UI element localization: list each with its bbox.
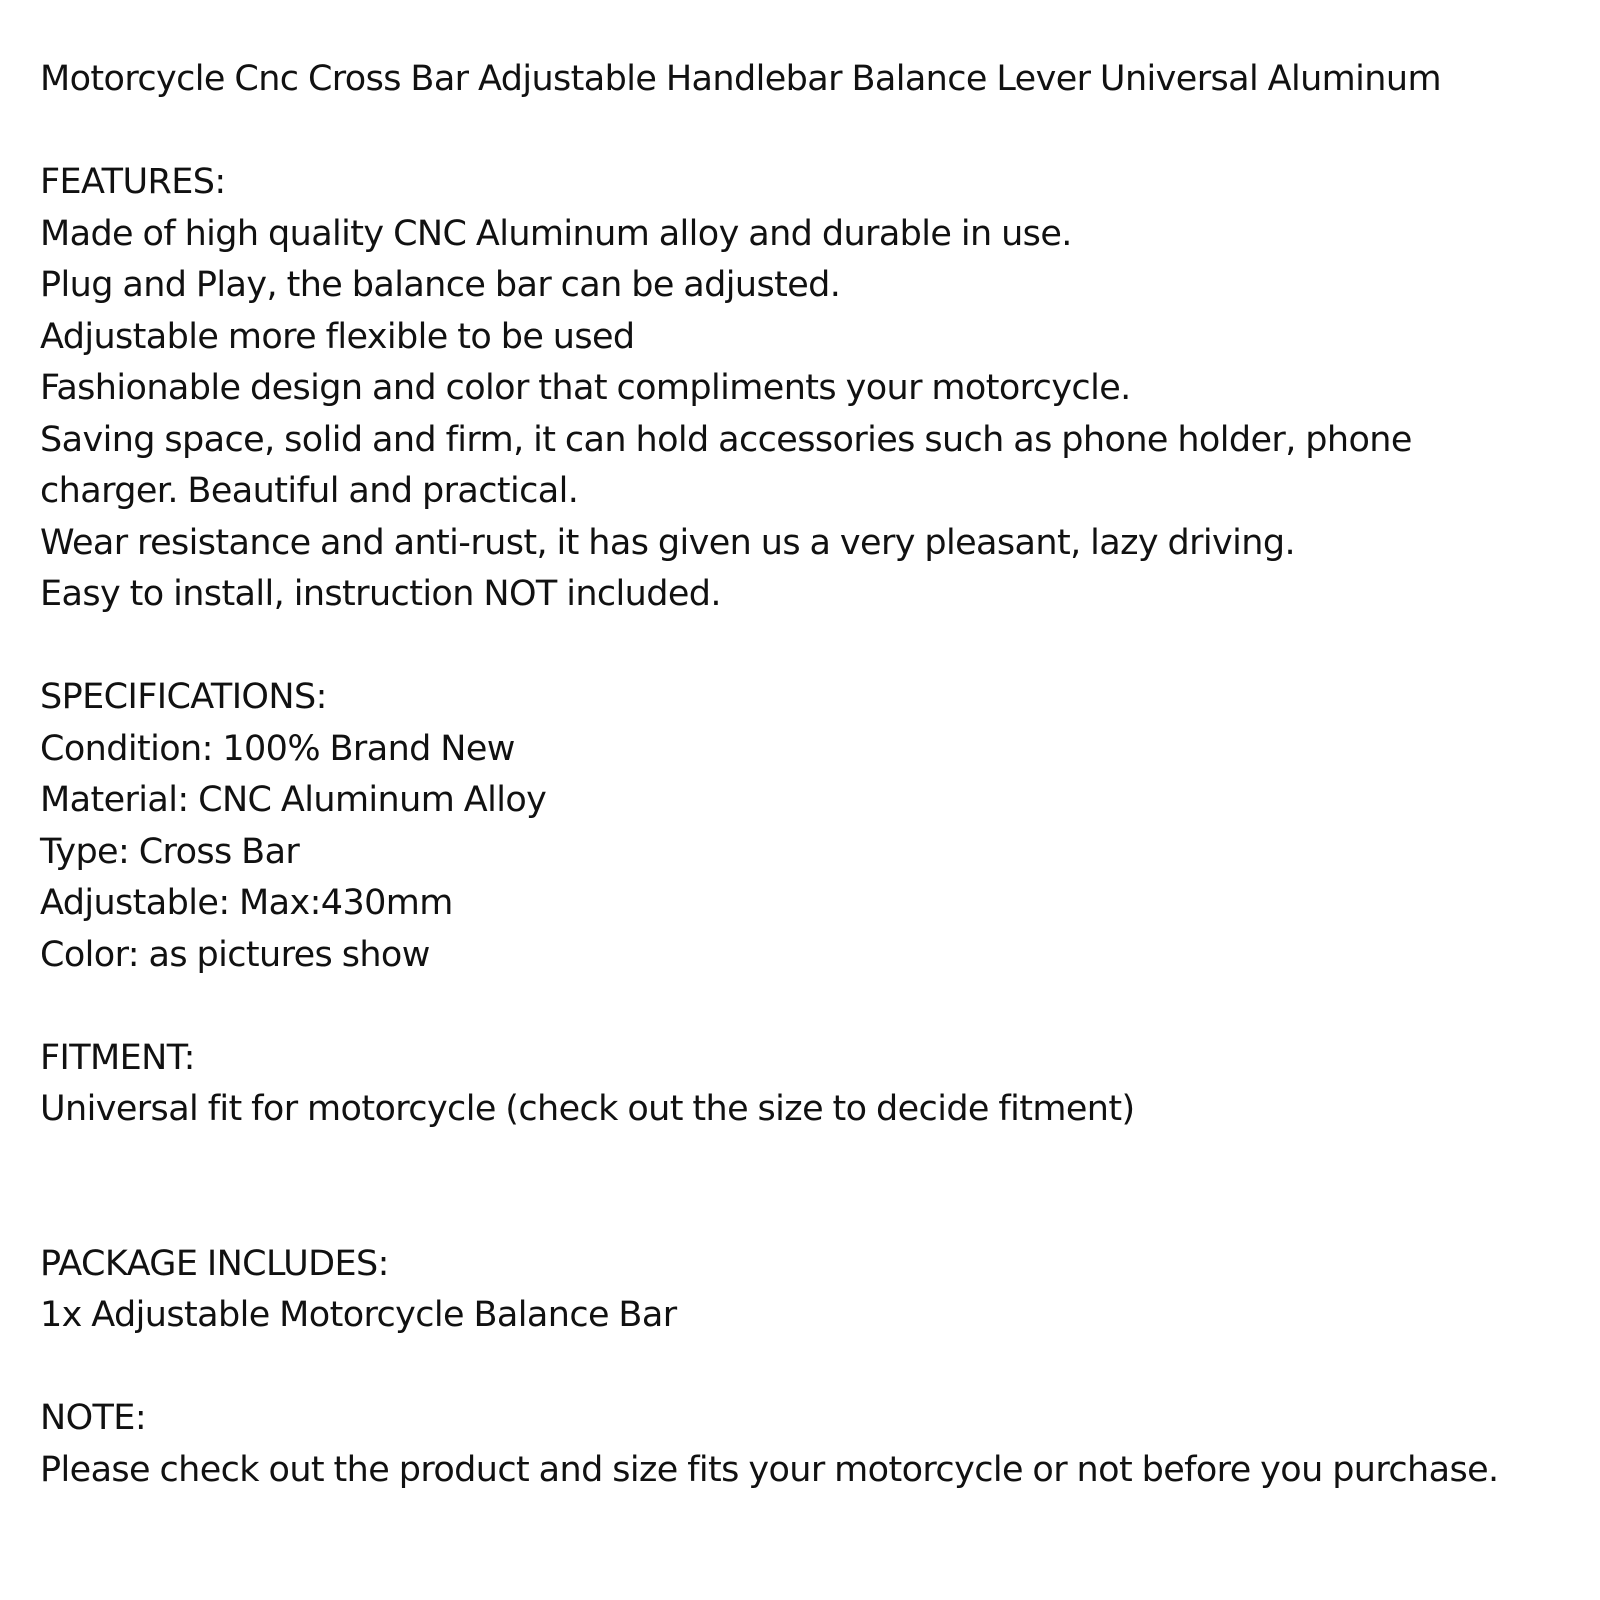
note-heading: NOTE:: [40, 1398, 147, 1438]
package-heading: PACKAGE INCLUDES:: [40, 1243, 389, 1284]
spacer: [40, 106, 1580, 158]
spacer: [40, 1136, 1580, 1239]
product-description: [40, 54, 1580, 1496]
package-text: 1x Adjustable Motorcycle Balance Bar: [40, 1295, 677, 1335]
feature-item: Fashionable design and color that compliments your motorcycle.: [40, 368, 1131, 408]
note-section: [40, 1393, 1580, 1496]
feature-item: Adjustable more flexible to be used: [40, 316, 635, 357]
spec-item: Color: as pictures show: [40, 934, 430, 975]
feature-item: Saving space, solid and firm, it can hold accessories such as phone holder, phone charger. Beautiful and practical.: [40, 419, 1412, 511]
spec-item: Condition: 100% Brand New: [40, 728, 515, 769]
features-section: [40, 157, 1580, 621]
spacer: [40, 1342, 1580, 1394]
feature-item: Wear resistance and anti-rust, it has given us a very pleasant, lazy driving.: [40, 522, 1296, 563]
spec-item: Type: Cross Bar: [40, 831, 300, 872]
feature-item: Easy to install, instruction NOT included.: [40, 574, 721, 614]
specifications-heading: SPECIFICATIONS:: [40, 677, 327, 717]
feature-item: Plug and Play, the balance bar can be adjusted.: [40, 265, 841, 305]
features-heading: FEATURES:: [40, 162, 226, 202]
spacer: [40, 981, 1580, 1033]
spec-item: Material: CNC Aluminum Alloy: [40, 780, 547, 820]
spec-item: Adjustable: Max:430mm: [40, 883, 453, 923]
fitment-section: [40, 1033, 1580, 1136]
fitment-heading: FITMENT:: [40, 1037, 195, 1078]
product-title: Motorcycle Cnc Cross Bar Adjustable Handlebar Balance Lever Universal Aluminum: [40, 59, 1441, 99]
feature-item: Made of high quality CNC Aluminum alloy and durable in use.: [40, 213, 1072, 254]
fitment-text: Universal fit for motorcycle (check out the size to decide fitment): [40, 1089, 1135, 1129]
specifications-section: [40, 672, 1580, 981]
spacer: [40, 621, 1580, 673]
note-text: Please check out the product and size fits your motorcycle or not before you purchase.: [40, 1449, 1499, 1490]
package-section: [40, 1239, 1580, 1342]
